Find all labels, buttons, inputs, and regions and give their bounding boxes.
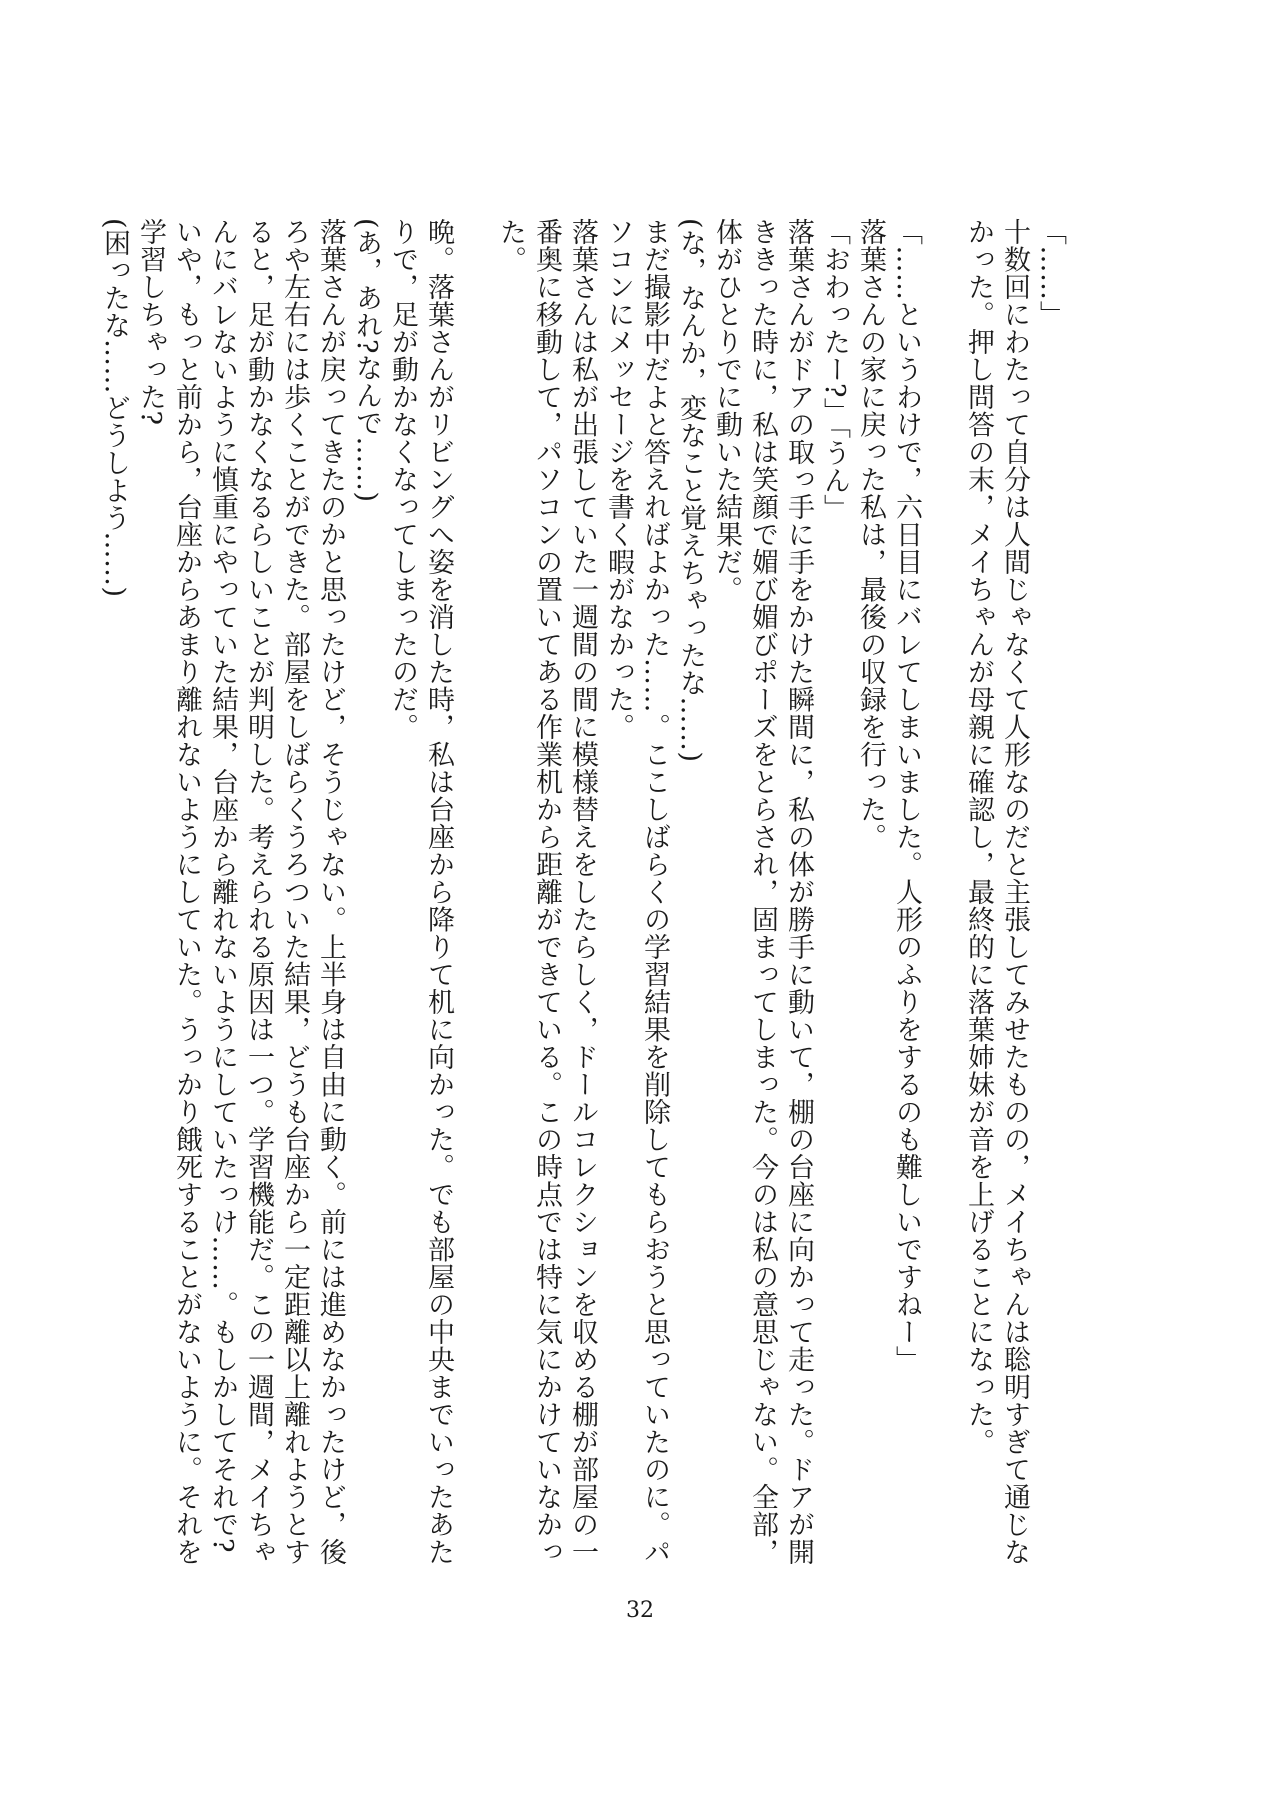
blank-line (456, 218, 492, 1578)
text-line: 晩。落葉さんがリビングへ姿を消した時，私は台座から降りて机に向かった。でも部屋の中央までいったあたりで，足が動かなくなってしまったのだ。 (387, 218, 454, 1566)
text-line: 落葉さんが戻ってきたのかと思ったけど，そうじゃない。上半身は自由に動く。前には進めなかったけど，後ろや左右には歩くことができた。部屋をしばらくうろついた結果，どうも台座から一定距離以上離れようとすると，足が動かなくなるらしいことが判明した。考えられる原因は一つ。学習機能だ。この一週間，メイちゃんにバレないように慎重にやっていた結果，台座から離れないようにしていたっけ……。もしかしてそれで?いや，もっと前から，台座からあまり離れないようにしていた。うっかり餓死することがないように。それを学習しちゃった? (135, 218, 346, 1566)
text-line: (な，なんか，変なこと覚えちゃったな……) (675, 218, 706, 763)
text-line: 落葉さんの家に戻った私は，最後の収録を行った。 (855, 218, 886, 851)
text-line: まだ撮影中だよと答えればよかった……。ここしばらくの学習結果を削除してもらおうと思っていたのに。パソコンにメッセージを書く暇がなかった。 (603, 218, 670, 1566)
text-line: 「おわったー?」「うん」 (819, 218, 850, 522)
text-line: 「……というわけで，六日目にバレてしまいました。人形のふりをするのも難しいですねー」 (891, 218, 922, 1373)
text-line: 落葉さんは私が出張していた一週間の間に模様替えをしたらしく，ドールコレクションを収める棚が部屋の一番奥に移動して，パソコンの置いてある作業机から距離ができている。この時点では特に気にかけていなかった。 (495, 218, 598, 1566)
text-line: 十数回にわたって自分は人間じゃなくて人形なのだと主張してみせたものの，メイちゃんは聡明すぎて通じなかった。押し問答の末，メイちゃんが母親に確認し，最終的に落葉姉妹が音を上げることになった。 (963, 218, 1030, 1566)
text-line: 落葉さんがドアの取っ手に手をかけた瞬間に，私の体が勝手に動いて，棚の台座に向かって走った。ドアが開ききった時に，私は笑顔で媚び媚びポーズをとらされ，固まってしまった。今のは私の意思じゃない。全部，体がひとりでに動いた結果だ。 (711, 218, 814, 1566)
vertical-body-text (99, 218, 1068, 1578)
text-line: 「……」 (1035, 218, 1066, 328)
text-line: (あ，あれ?なんで……) (351, 218, 382, 503)
page-number: 32 (626, 1598, 654, 1623)
blank-line (924, 218, 960, 1578)
text-line: (困ったな……どうしよう……) (99, 218, 130, 598)
